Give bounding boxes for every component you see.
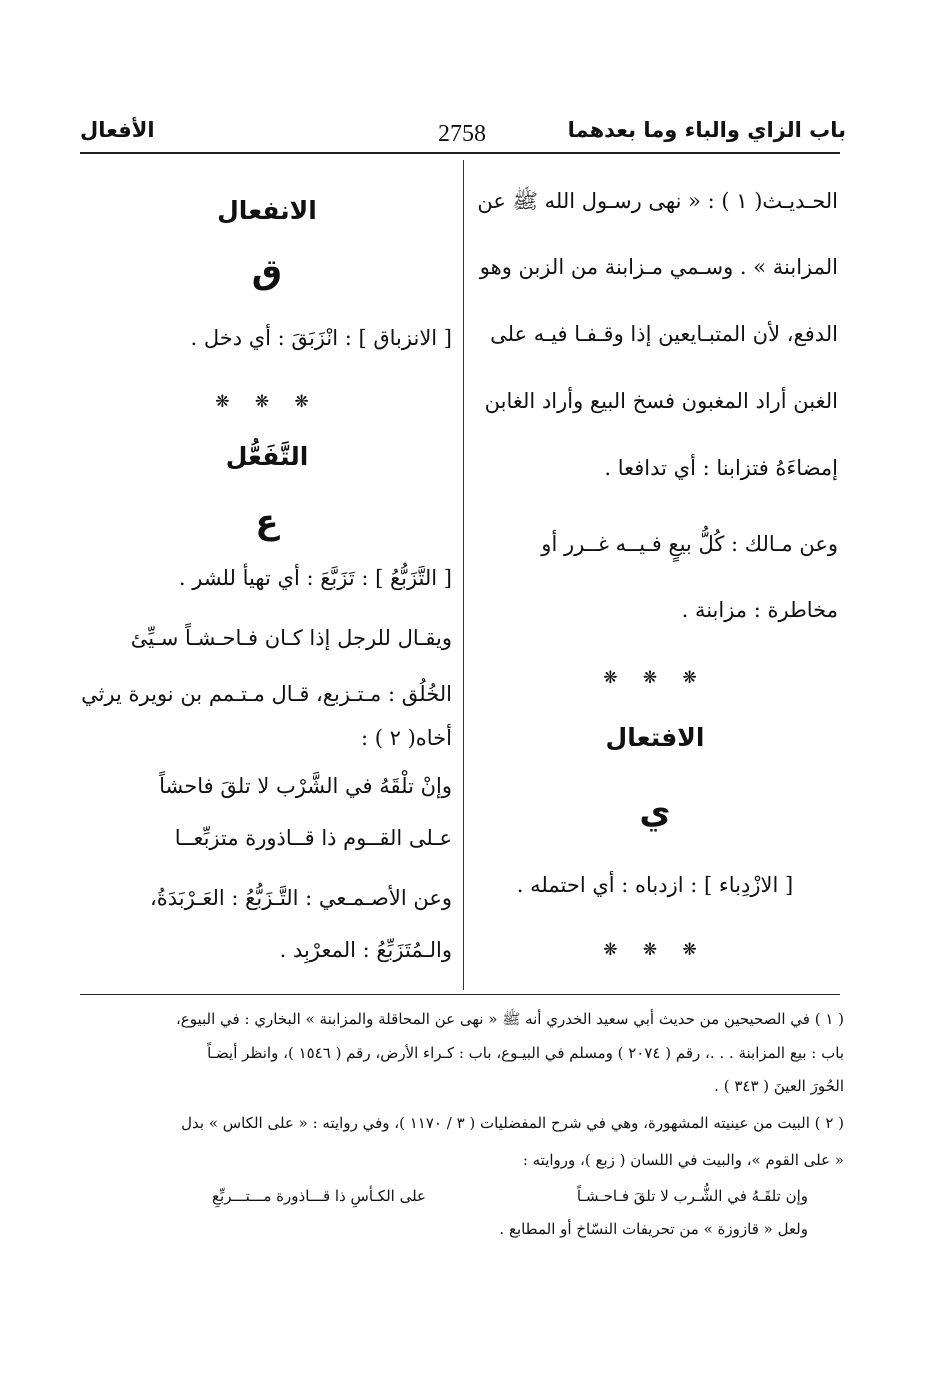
left-column [82, 170, 452, 990]
right-line-3: الدفع، لأن المتبـايعين إذا وقـفـا فيـه على [490, 322, 838, 346]
right-line-2: المزابنة » . وسـمي مـزابنة من الزبن وهو [479, 255, 838, 279]
page-number: 2758 [438, 121, 486, 147]
left-line-2: ويقـال للرجل إذا كـان فـاحـشـاً سـيِّئ [130, 626, 452, 650]
left-line-8: والـمُتَزَبِّعُ : المعرْبِد . [279, 938, 452, 962]
right-column [472, 170, 838, 990]
section-title-tafaul: التَّفَعُّل [225, 442, 309, 471]
right-line-7: مخاطرة : مزابنة . [681, 598, 838, 622]
poem-line-2: عـلى القــوم ذا قــاذورة متزبِّعــا [174, 826, 452, 850]
footnote-1-line-1: ( ١ ) في الصحيحين من حديث أبي سعيد الخدري أنه ﷺ « نهى عن المحاقلة والمزابنة » البخاري : في البيوع، [175, 1010, 844, 1028]
footnote-2-line-1: ( ٢ ) البيت من عينيته المشهورة، وهي في شرح المفضليات ( ٣ / ١١٧٠ )، وفي روايته : « على الكاس » بدل [181, 1114, 844, 1132]
footnote-1-line-3: الحُورَ العينَ ( ٣٤٣ ) . [714, 1077, 844, 1095]
left-line-7: وعن الأصـمـعي : التَّـزَبُّعُ : العَـرْبَدَةُ، [150, 886, 452, 910]
right-line-6: وعن مـالك : كُلُّ بيعٍ فـيــه غــرر أو [541, 532, 838, 556]
footnote-2-line-2: « على القوم »، والبيت في اللسان ( زبع )، وروايته : [522, 1151, 844, 1169]
footnote-2-line-4: ولعل « قازوزة » من تحريفات النسّاخ أو المطابع . [499, 1220, 808, 1238]
section-separator: ❋ ❋ ❋ [603, 940, 707, 960]
column-divider [463, 160, 464, 990]
footnote-verse-1: وإن تلقَـهُ في الشُّـرب لا تلقَ فـاحـشـاً [576, 1187, 808, 1205]
root-letter-ya: ي [639, 792, 671, 832]
section-separator: ❋ ❋ ❋ [603, 668, 707, 688]
section-header: الأفعال [80, 118, 155, 142]
section-title-infial: الانفعال [217, 196, 317, 225]
section-separator: ❋ ❋ ❋ [215, 392, 319, 412]
footnote-verse-2: على الكـأسِ ذا قـــاذورة مـــتـــربِّعِ [212, 1187, 426, 1205]
chapter-title: باب الزاي والباء وما بعدهما [567, 118, 846, 142]
root-letter-qaf: ق [251, 252, 283, 292]
section-title-iftial: الافتعال [605, 723, 705, 752]
entry-izdiba: [ الازْدِباء ] : ازدباه : أي احتمله . [516, 873, 794, 897]
footnote-1-line-2: باب : بيع المزابنة . . .، رقم ( ٢٠٧٤ ) ومسلم في البيـوع، باب : كـراء الأرض، رقم ( ١٥٤٦ )، وانظر أيضـاً [207, 1044, 844, 1062]
left-line-3: الخُلُق : مـتـزبع، قـال مـتـمم بن نويرة يرثي [81, 682, 452, 706]
footnote-rule [80, 994, 840, 995]
header-rule [80, 152, 840, 154]
entry-inzibaq: [ الانزباق ] : انْزَبَقَ : أي دخل . [190, 326, 452, 350]
left-line-4: أخاه( ٢ ) : [361, 726, 452, 750]
right-line-4: الغبن أراد المغبون فسخ البيع وأراد الغابن [484, 389, 838, 413]
left-line-1: [ التَّزَبُّعُ ] : تَزَبَّعَ : أي تهيأ للشر . [178, 566, 452, 590]
root-letter-ayn: ع [255, 502, 279, 542]
poem-line-1: وإنْ تلْقَهُ في الشَّرْب لا تلقَ فاحشاً [159, 774, 452, 798]
right-line-1: الحـديـث( ١ ) : « نهى رسـول الله ﷺ عن [477, 189, 838, 213]
right-line-5: إمضاءَهُ فتزابنا : أي تدافعا . [604, 456, 838, 480]
